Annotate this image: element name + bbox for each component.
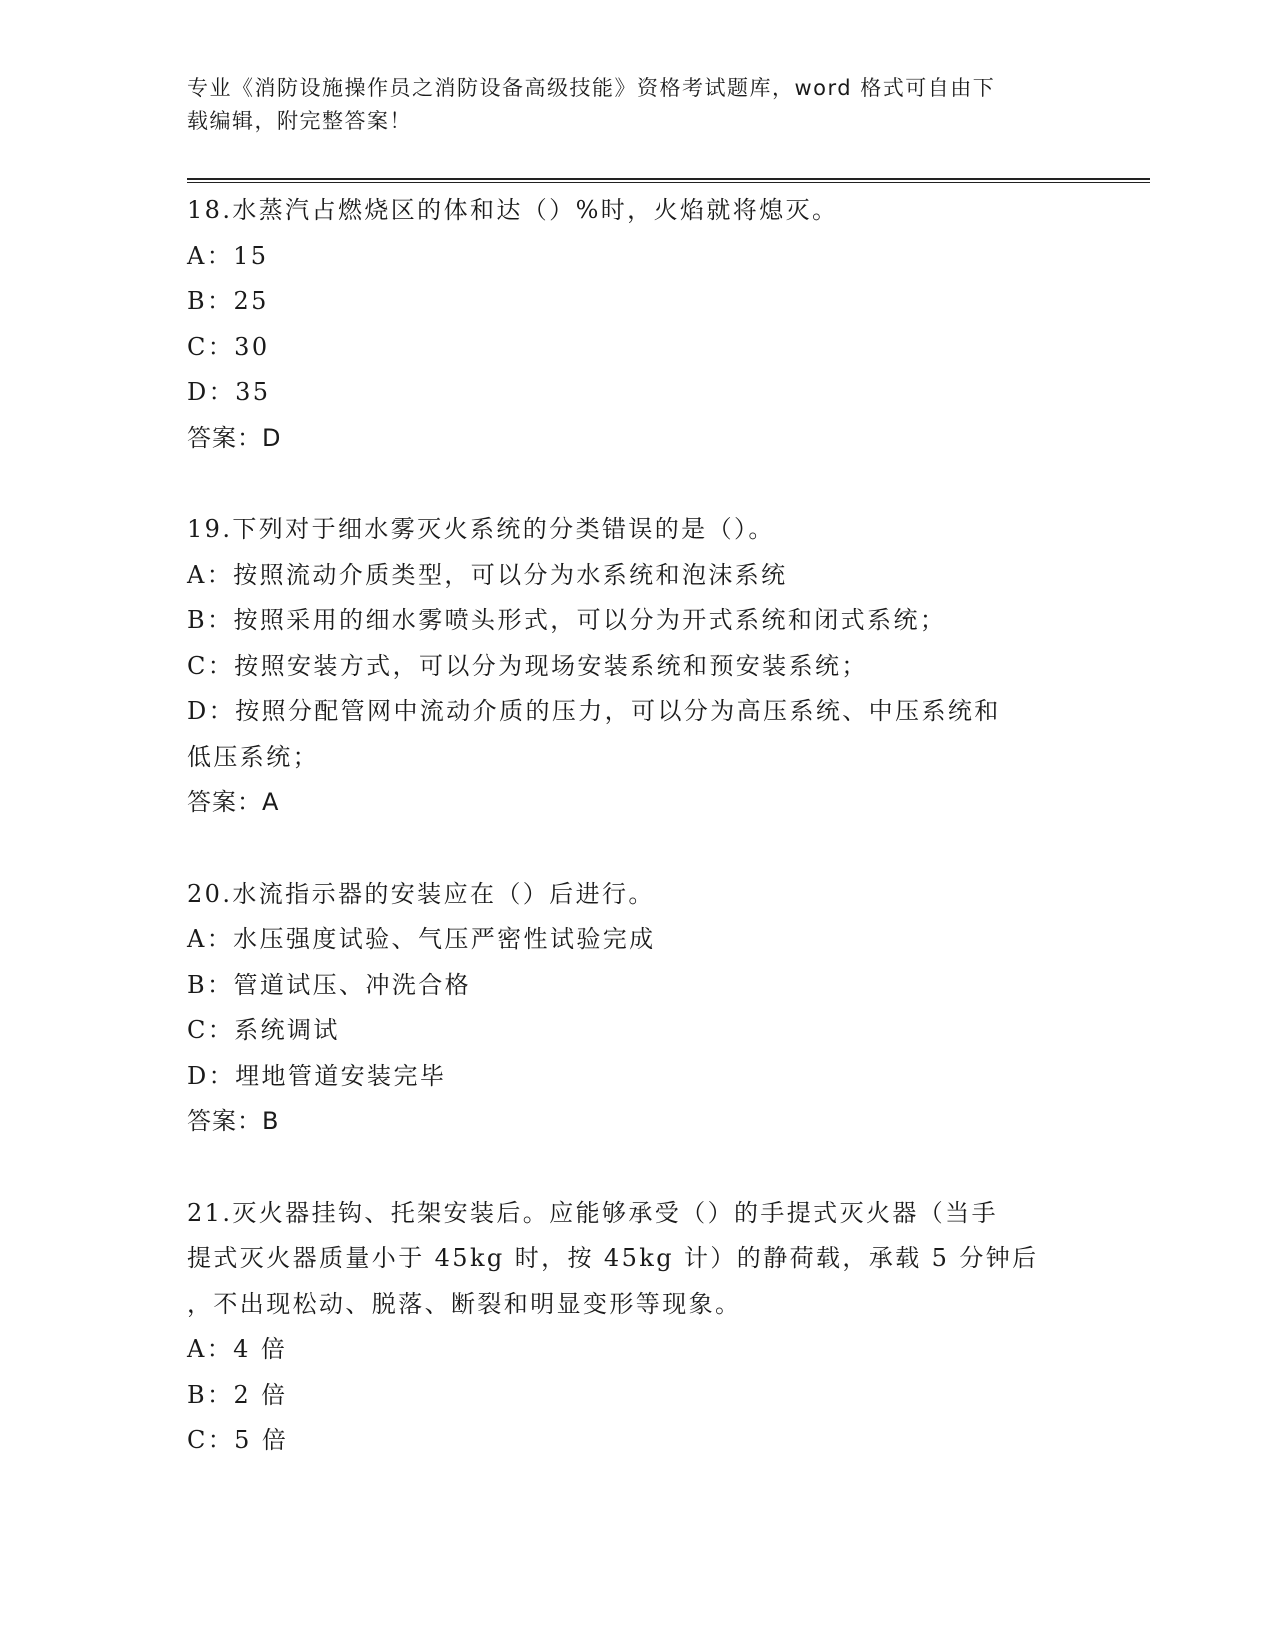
option-b: B：2 倍: [187, 1380, 288, 1409]
option-c: C：30: [187, 332, 270, 361]
question-stem-line-2: 提式灭火器质量小于 45kg 时，按 45kg 计）的静荷载，承载 5 分钟后: [187, 1244, 1039, 1272]
option-key: C: [187, 332, 208, 361]
option-key: A: [187, 1335, 207, 1363]
question-stem-line-3: ，不出现松动、脱落、断裂和明显变形等现象。: [187, 1289, 742, 1318]
option-b: B：管道试压、冲洗合格: [187, 970, 472, 999]
option-text: 水压强度试验、气压严密性试验完成: [233, 925, 656, 953]
option-d-continuation: 低压系统；: [187, 742, 319, 771]
question-20: [187, 872, 1087, 1145]
option-key: C: [187, 651, 208, 680]
option-b: B：25: [187, 287, 269, 315]
option-a: A：按照流动介质类型，可以分为水系统和泡沫系统: [187, 560, 788, 589]
option-key: C: [187, 1426, 208, 1454]
option-text: 管道试压、冲洗合格: [233, 970, 472, 999]
option-key: C: [187, 1016, 208, 1044]
header-divider-thick: [187, 178, 1150, 180]
header-line-1: 专业《消防设施操作员之消防设备高级技能》资格考试题库，word 格式可自由下: [187, 76, 996, 100]
option-c: C：5 倍: [187, 1426, 289, 1454]
option-text: 25: [233, 287, 269, 315]
option-a: A：15: [187, 241, 269, 270]
question-stem-line-1: 21.灭火器挂钩、托架安装后。应能够承受（）的手提式灭火器（当手: [187, 1198, 998, 1227]
question-21: [187, 1191, 1087, 1464]
answer-line: 答案：B: [187, 1107, 280, 1135]
option-c: C：系统调试: [187, 1016, 340, 1044]
option-key: B: [187, 1380, 208, 1409]
question-stem: 18.水蒸汽占燃烧区的体和达（）%时，火焰就将熄灭。: [187, 196, 839, 224]
option-c: C：按照安装方式，可以分为现场安装系统和预安装系统；: [187, 651, 868, 680]
option-text: 30: [234, 332, 270, 361]
option-text: 按照安装方式，可以分为现场安装系统和预安装系统；: [234, 651, 868, 680]
option-key: A: [187, 560, 207, 589]
option-text: 按照分配管网中流动介质的压力，可以分为高压系统、中压系统和: [235, 697, 1001, 725]
option-text: 5 倍: [234, 1426, 289, 1454]
question-18: [187, 188, 1087, 461]
option-key: B: [187, 287, 208, 315]
question-stem: 20.水流指示器的安装应在（）后进行。: [187, 879, 655, 908]
question-19: [187, 507, 1087, 826]
option-key: D: [187, 378, 209, 406]
option-text: 按照流动介质类型，可以分为水系统和泡沫系统: [233, 560, 788, 589]
option-text: 15: [233, 241, 269, 270]
option-key: B: [187, 606, 208, 634]
option-key: D: [187, 1061, 209, 1090]
header-divider-thin: [187, 182, 1150, 183]
option-key: A: [187, 241, 207, 270]
option-a: A：4 倍: [187, 1335, 288, 1363]
option-b: B：按照采用的细水雾喷头形式，可以分为开式系统和闭式系统；: [187, 606, 947, 634]
document-header: [187, 72, 1067, 138]
option-key: D: [187, 697, 209, 725]
option-key: A: [187, 925, 207, 953]
option-key: B: [187, 970, 208, 999]
answer-line: 答案：D: [187, 423, 282, 452]
option-d: D：埋地管道安装完毕: [187, 1061, 447, 1090]
option-text: 2 倍: [233, 1380, 288, 1409]
option-text: 35: [235, 378, 271, 406]
answer-line: 答案：A: [187, 788, 280, 816]
option-text: 4 倍: [233, 1335, 288, 1363]
option-a: A：水压强度试验、气压严密性试验完成: [187, 925, 656, 953]
question-list: [187, 188, 1087, 1510]
option-d: D：按照分配管网中流动介质的压力，可以分为高压系统、中压系统和: [187, 697, 1001, 725]
option-text: 系统调试: [234, 1016, 340, 1044]
option-d: D：35: [187, 378, 271, 406]
option-text: 按照采用的细水雾喷头形式，可以分为开式系统和闭式系统；: [233, 606, 947, 634]
header-line-2: 载编辑，附完整答案！: [187, 109, 412, 133]
question-stem: 19.下列对于细水雾灭火系统的分类错误的是（）。: [187, 515, 775, 543]
option-text: 埋地管道安装完毕: [235, 1061, 447, 1090]
